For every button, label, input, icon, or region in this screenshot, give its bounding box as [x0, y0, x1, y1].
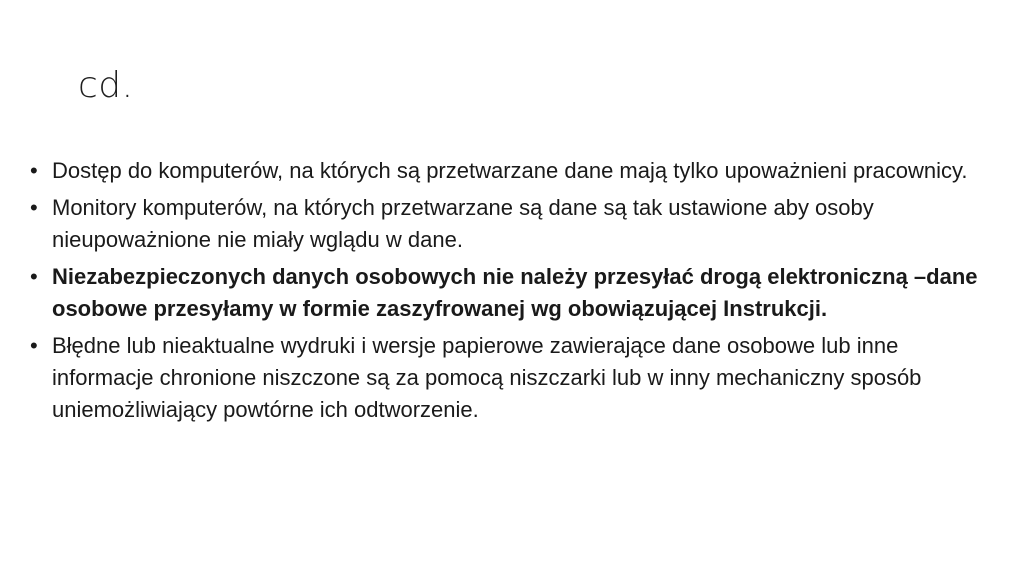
bullet-text: Dostęp do komputerów, na których są przetwarzane dane mają tylko upoważnieni pracownicy.: [52, 158, 968, 183]
bullet-text: Monitory komputerów, na których przetwarzane są dane są tak ustawione aby osoby nieupoważnione nie miały wglądu w dane.: [52, 195, 874, 252]
slide-title: cd.: [78, 65, 134, 106]
bullet-item: [30, 192, 1005, 256]
bullet-dot-icon: •: [30, 333, 38, 358]
bullet-item: [30, 330, 1005, 426]
bullet-item: [30, 155, 1005, 187]
bullet-dot-icon: •: [30, 264, 38, 289]
bullet-list: [30, 155, 1005, 431]
bullet-dot-icon: •: [30, 158, 38, 183]
bullet-item-emphasized: [30, 261, 1005, 325]
bullet-text: Niezabezpieczonych danych osobowych nie należy przesyłać drogą elektroniczną –dane osobowe przesyłamy w formie zaszyfrowanej wg obowiązującej Instrukcji.: [52, 264, 978, 321]
bullet-text: Błędne lub nieaktualne wydruki i wersje papierowe zawierające dane osobowe lub inne informacje chronione niszczone są za pomocą niszczarki lub w inny mechaniczny sposób uniemożliwiający powtórne ich odtworzenie.: [52, 333, 922, 422]
bullet-dot-icon: •: [30, 195, 38, 220]
